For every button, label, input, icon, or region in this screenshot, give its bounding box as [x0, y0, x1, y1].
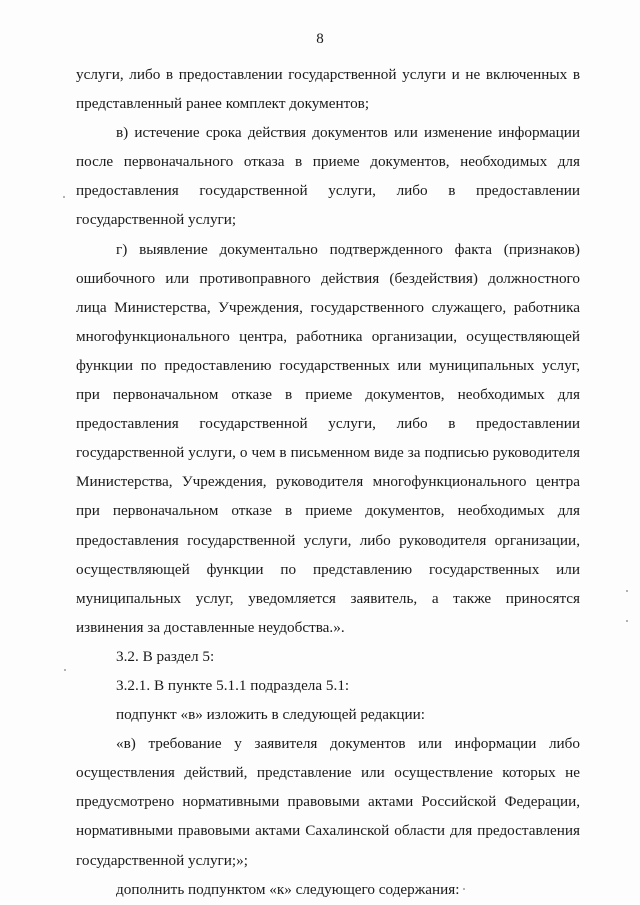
scan-speck [64, 669, 66, 671]
paragraph-subitem-instruction: подпункт «в» изложить в следующей редакции: [116, 706, 425, 724]
page-number: 8 [316, 31, 324, 47]
scan-speck [626, 590, 628, 592]
scan-speck [63, 196, 65, 198]
paragraph-continuation: услуги, либо в предоставлении государственной услуги и не включенных в представленный ранее комплект документов; [76, 66, 580, 113]
paragraph-item-v: в) истечение срока действия документов или изменение информации после первоначального отказа в приеме документов, необходимых для предоставления государственной услуги, либо в предоставлении государственной услуги; [76, 124, 580, 229]
paragraph-section-3-2: 3.2. В раздел 5: [116, 647, 215, 665]
paragraph-section-3-2-1: 3.2.1. В пункте 5.1.1 подраздела 5.1: [116, 676, 350, 694]
paragraph-add-subitem-k: дополнить подпунктом «к» следующего содержания: [116, 880, 460, 898]
scan-speck [463, 888, 465, 890]
paragraph-quoted-subitem-v: «в) требование у заявителя документов или информации либо осуществления действий, представление или осуществление которых не предусмотрено нормативными правовыми актами Российской Федерации, нормативными правовыми актами Сахалинской области для предоставления государственной услуги;»; [76, 735, 580, 869]
document-body [76, 60, 580, 904]
scan-speck [626, 620, 628, 622]
paragraph-item-g: г) выявление документально подтвержденного факта (признаков) ошибочного или противоправного действия (бездействия) должностного лица Министерства, Учреждения, государственного служащего, работника многофункционального центра, работника организации, осуществляющей функции по предоставлению государственных или муниципальных услуг, при первоначальном отказе в приеме документов, необходимых для предоставления государственной услуги, либо в предоставлении государственной услуги, о чем в письменном виде за подписью руководителя Министерства, Учреждения, руководителя многофункционального центра при первоначальном отказе в приеме документов, необходимых для предоставления государственной услуги, либо руководителя организации, осуществляющей функции по представлению государственных или муниципальных услуг, уведомляется заявитель, а также приносятся извинения за доставленные неудобства.». [76, 240, 580, 636]
